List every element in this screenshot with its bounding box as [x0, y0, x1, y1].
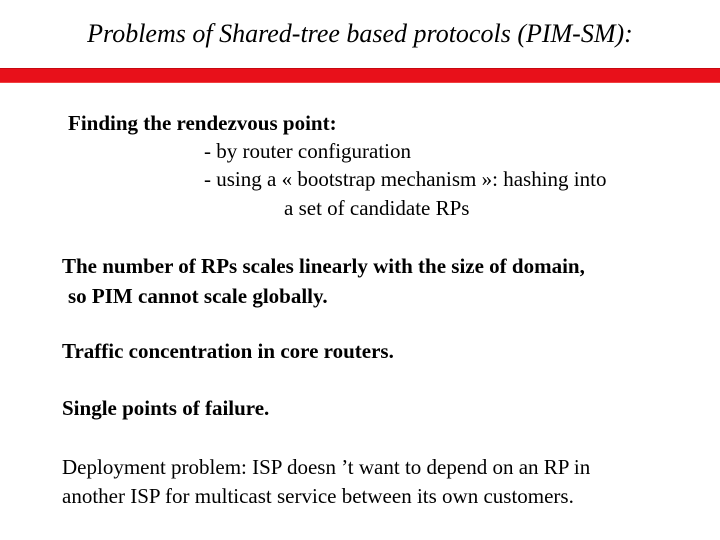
scaling-line-1: The number of RPs scales linearly with the size of domain, — [62, 254, 585, 278]
rendezvous-item-bootstrap-cont: a set of candidate RPs — [284, 196, 470, 220]
scaling-line-2: so PIM cannot scale globally. — [68, 284, 328, 308]
slide-title: Problems of Shared-tree based protocols (PIM-SM): — [87, 19, 633, 48]
title-divider — [0, 68, 720, 83]
deployment-line-1: Deployment problem: ISP doesn ’t want to depend on an RP in — [62, 455, 591, 479]
rendezvous-item-config: - by router configuration — [204, 139, 412, 163]
single-points-of-failure: Single points of failure. — [62, 396, 270, 420]
deployment-line-2: another ISP for multicast service between its own customers. — [62, 484, 574, 508]
rendezvous-heading: Finding the rendezvous point: — [68, 111, 337, 135]
traffic-concentration: Traffic concentration in core routers. — [62, 339, 394, 363]
rendezvous-item-bootstrap: - using a « bootstrap mechanism »: hashing into — [204, 167, 607, 191]
